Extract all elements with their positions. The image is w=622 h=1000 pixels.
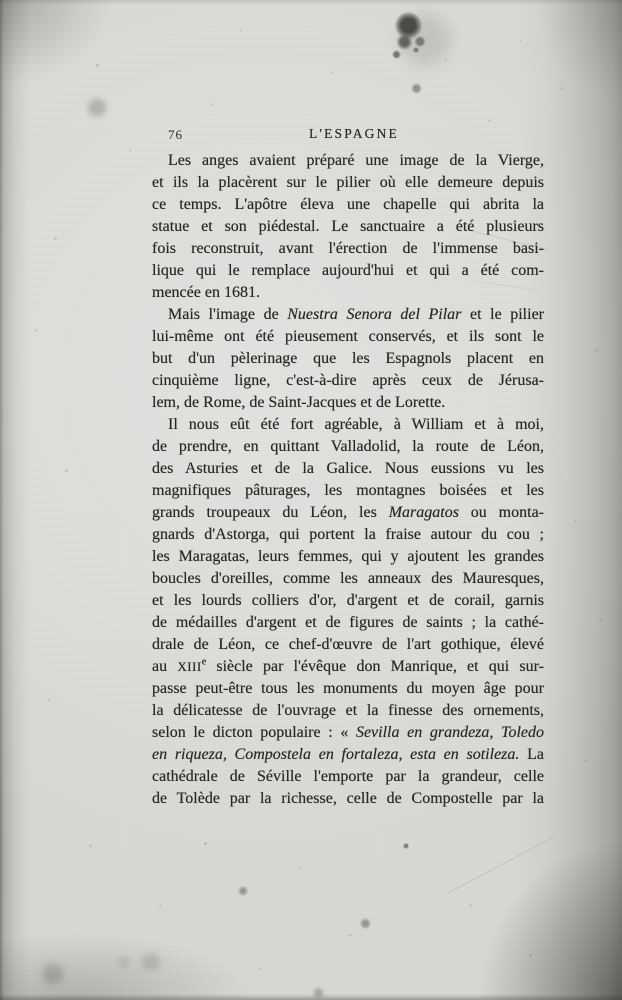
body-text: mencée en 1681. [152, 284, 260, 301]
text-line [152, 678, 544, 700]
body-text: cinquième ligne, c'est-à-dire après ceux de Jérusa- [152, 372, 544, 389]
text-line [152, 260, 544, 282]
body-text: des Asturies et de la Galice. Nous eussions vu les [152, 460, 544, 477]
body-text: magnifiques pâturages, les montagnes boisées et les [152, 482, 544, 499]
paper-spot [238, 886, 248, 896]
text-line [152, 744, 544, 766]
ink-stain [411, 83, 422, 94]
text-line [152, 282, 544, 304]
body-text: La [519, 746, 544, 763]
paper-smudge [138, 952, 164, 972]
text-line [152, 480, 544, 502]
text-line [152, 612, 544, 634]
body-text: fois reconstruit, avant l'érection de l'immense basi- [152, 240, 544, 257]
text-line [152, 634, 544, 656]
body-text: et le pilier [461, 306, 545, 323]
body-text: drale de Léon, ce chef-d'œuvre de l'art gothique, élevé [152, 636, 544, 653]
body-text: de médailles d'argent et de figures de saints ; la cathé- [152, 614, 544, 631]
paragraph [152, 414, 544, 810]
body-text: e [201, 656, 207, 668]
text-line [152, 238, 544, 260]
ink-stain [392, 50, 401, 59]
body-text: ou monta- [458, 504, 545, 521]
ink-stain-large [395, 12, 422, 39]
text-line [152, 568, 544, 590]
running-title: L'ESPAGNE [309, 126, 399, 141]
body-text: XIII [177, 659, 202, 674]
italic-text: en riqueza, Compostela en fortaleza, esta en sotileza. [152, 746, 520, 763]
text-line [152, 370, 544, 392]
body-text: la délicatesse de l'ouvrage et la finesse des ornements, [152, 702, 544, 719]
body-text: lui-même ont été pieusement conservés, et ils sont le [152, 328, 544, 345]
text-line [152, 304, 544, 326]
text-line [152, 766, 544, 788]
ink-stain [396, 34, 413, 50]
body-text: siècle par l'évêque don Manrique, et qui sur- [206, 658, 544, 675]
text-line [152, 326, 544, 348]
body-text: cathédrale de Séville l'emporte par la grandeur, celle [152, 768, 544, 785]
ink-stain [414, 36, 426, 47]
body-text: Mais l'image de [168, 306, 288, 323]
paper-smudge [115, 955, 133, 969]
text-line [152, 348, 544, 370]
body-text: ce temps. L'apôtre éleva une chapelle qui abrita la [152, 196, 544, 213]
paper-spot [403, 843, 409, 849]
body-text: statue et son piédestal. Le sanctuaire a été plusieurs [152, 218, 544, 235]
text-line [152, 172, 544, 194]
text-line [152, 436, 544, 458]
body-text: de Tolède par la richesse, celle de Compostelle par la [152, 790, 544, 807]
body-text: gnards d'Astorga, qui portent la fraise autour du cou ; [152, 526, 544, 543]
scratch-mark [447, 837, 553, 894]
text-line [152, 524, 544, 546]
text-line [152, 150, 544, 172]
text-line [152, 216, 544, 238]
text-line [152, 392, 544, 414]
body-text: but d'un pèlerinage que les Espagnols placent en [152, 350, 544, 367]
text-line [152, 722, 544, 744]
text-line [152, 700, 544, 722]
italic-text: Maragatos [388, 504, 459, 521]
text-line [152, 546, 544, 568]
body-text: lique qui le remplace aujourd'hui et qui a été com- [152, 262, 544, 279]
text-line [152, 502, 544, 524]
text-line [152, 590, 544, 612]
paper-smudge [85, 96, 109, 119]
paper-speckles [0, 0, 1, 1]
body-text: Les anges avaient préparé une image de la Vierge, [168, 152, 544, 169]
text-line [152, 656, 544, 678]
text-line [152, 458, 544, 480]
text-line [152, 194, 544, 216]
page-number: 76 [168, 127, 183, 142]
paragraph [152, 150, 544, 304]
body-text: au [152, 658, 178, 675]
body-text: boucles d'oreilles, comme les anneaux des Mauresques, [152, 570, 544, 587]
ink-stain [413, 47, 419, 53]
text-line [152, 788, 544, 810]
paper-spot [360, 918, 371, 929]
body-text: et les lourds colliers d'or, d'argent et de corail, garnis [152, 592, 544, 609]
paragraph [152, 304, 544, 414]
body-text: de prendre, en quittant Valladolid, la route de Léon, [152, 438, 544, 455]
body-text: passe peut-être tous les monuments du moyen âge pour [152, 680, 544, 697]
body-text: selon le dicton populaire : « [152, 724, 356, 741]
body-text: les Maragatas, leurs femmes, qui y ajoutent les grandes [152, 548, 544, 565]
ink-stain-halo [395, 5, 455, 75]
text-line [152, 414, 544, 436]
italic-text: Nuestra Senora del Pilar [287, 306, 462, 323]
body-text: Il nous eût été fort agréable, à William et à moi, [168, 416, 544, 433]
paper-spot [312, 988, 325, 998]
body-text: lem, de Rome, de Saint-Jacques et de Lorette. [152, 394, 446, 411]
italic-text: Sevilla en grandeza, Toledo [355, 724, 545, 741]
text-column [152, 150, 544, 810]
body-text: et ils la placèrent sur le pilier où elle demeure depuis [152, 174, 544, 191]
body-text: grands troupeaux du Léon, les [152, 504, 389, 521]
paper-smudge [38, 962, 68, 986]
